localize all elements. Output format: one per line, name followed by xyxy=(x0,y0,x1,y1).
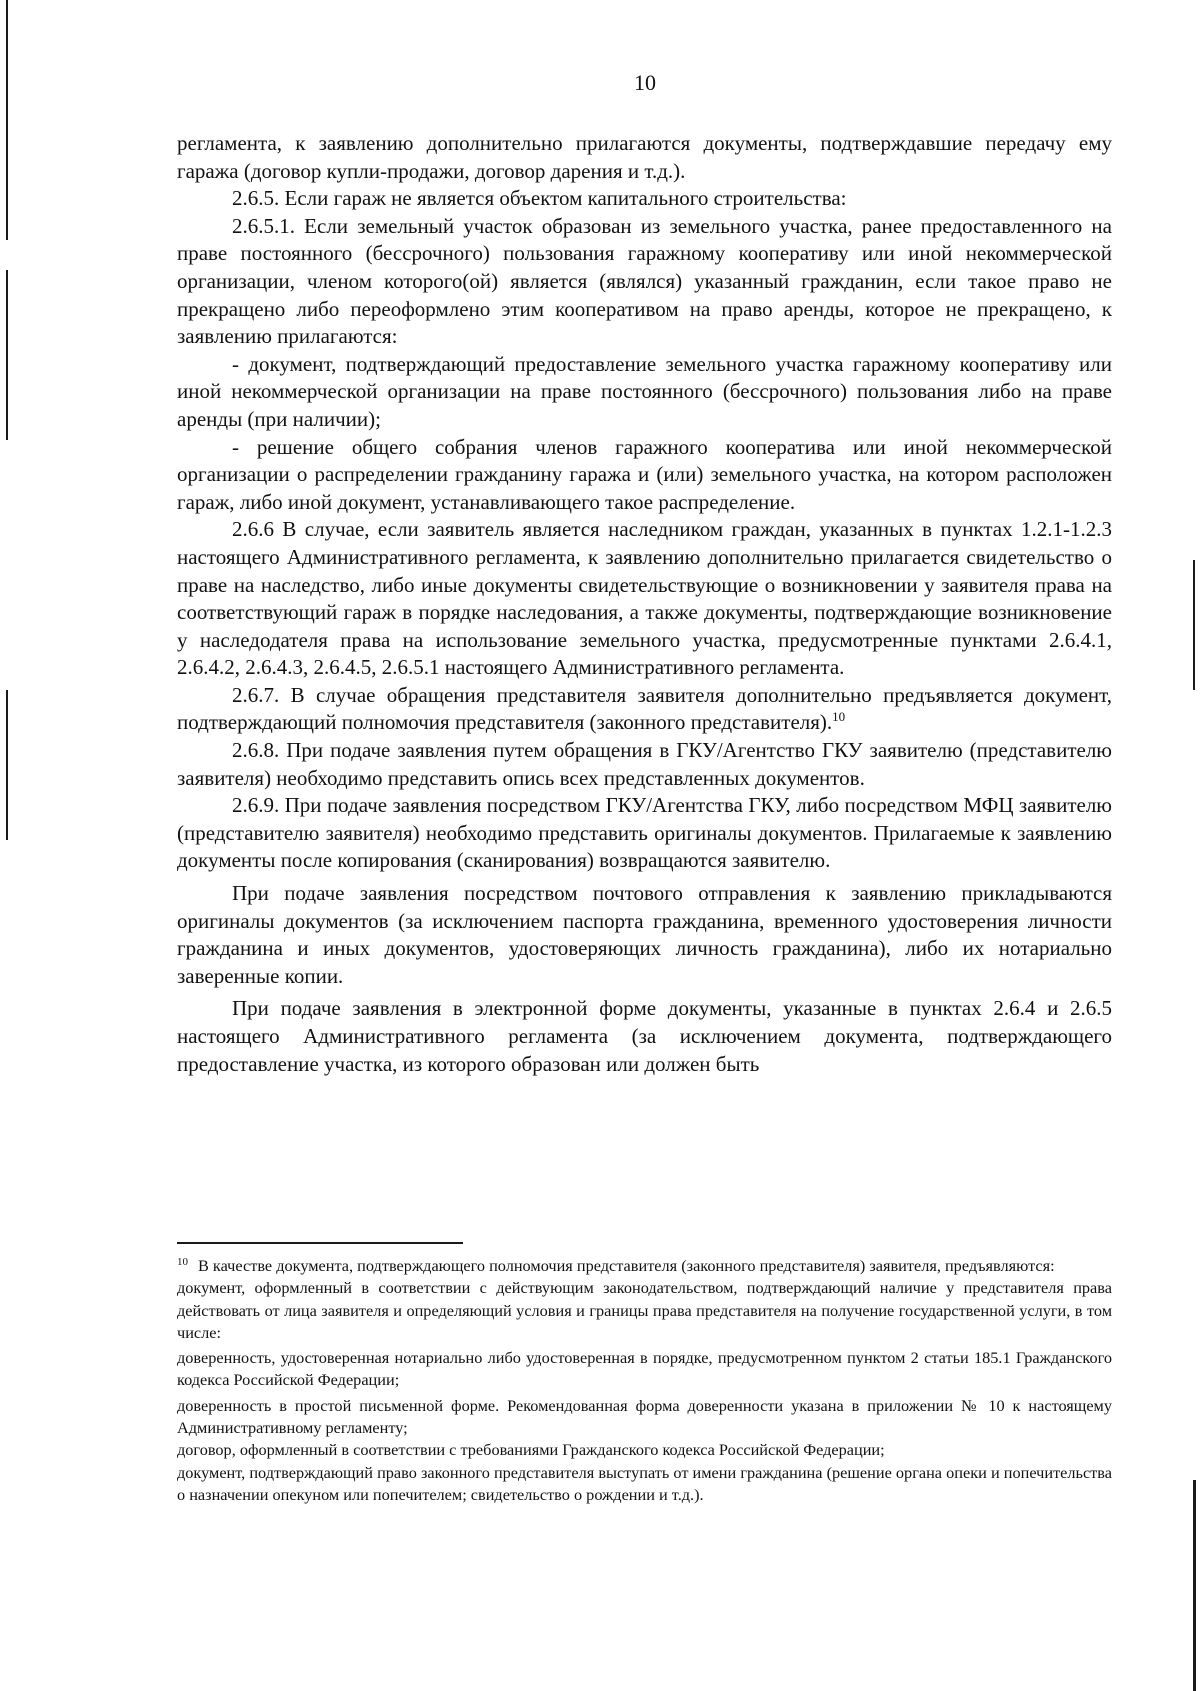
paragraph-2-6-9: 2.6.9. При подаче заявления посредством ГКУ/Агентства ГКУ, либо посредством МФЦ заявителю (представителю заявителя) необходимо представить оригиналы документов. Прилагаемые к заявлению документы после копирования (сканирования) возвращаются заявителю. xyxy=(177,793,1112,873)
footnote-text: В качестве документа, подтверждающего полномочия представителя (законного представителя) заявителя, предъявляются: xyxy=(198,1256,1055,1275)
footnote-item xyxy=(177,1255,1112,1277)
page-number: 10 xyxy=(634,70,656,95)
paragraph-postal: При подаче заявления посредством почтового отправления к заявлению прикладываются оригиналы документов (за исключением паспорта гражданина, временного удостоверения личности гражданина и иных документов, удостоверяющих личность гражданина), либо их нотариально заверенные копии. xyxy=(177,881,1112,988)
scan-edge-left-mid xyxy=(6,270,8,440)
scan-edge-right-low xyxy=(1193,1480,1196,1691)
footnote-separator xyxy=(177,1242,463,1244)
paragraph-2-6-8: 2.6.8. При подаче заявления путем обращения в ГКУ/Агентство ГКУ заявителю (представителю заявителя) необходимо представить опись всех представленных документов. xyxy=(177,738,1112,790)
scan-edge-right-mid xyxy=(1193,560,1195,690)
footnote-item: договор, оформленный в соответствии с требованиями Гражданского кодекса Российской Федерации; xyxy=(177,1440,885,1460)
paragraph-electronic: При подаче заявления в электронной форме документы, указанные в пунктах 2.6.4 и 2.6.5 настоящего Административного регламента (за исключением документа, подтверждающего предоставление участка, из которого образован или должен быть xyxy=(177,996,1112,1076)
paragraph-2-6-5-1: 2.6.5.1. Если земельный участок образован из земельного участка, ранее предоставленного на праве постоянного (бессрочного) пользования гаражному кооперативу или иной некоммерческой организации, членом которого(ой) является (являлся) указанный гражданин, если такое право не прекращено либо переоформлено этим кооперативом на право аренды, которое не прекращено, к заявлению прилагаются: xyxy=(177,213,1112,349)
scan-edge-left-top xyxy=(6,0,8,240)
footnote-reference: 10 xyxy=(832,709,846,725)
footnote-item: документ, оформленный в соответствии с действующим законодательством, подтверждающий наличие у представителя права действовать от лица заявителя и определяющий условия и границы права представителя на получение государственной услуги, в том числе: xyxy=(177,1278,1112,1342)
footnote-item: доверенность, удостоверенная нотариально либо удостоверенная в порядке, предусмотренном пунктом 2 статьи 185.1 Гражданского кодекса Российской Федерации; xyxy=(177,1348,1112,1390)
scan-edge-left-low xyxy=(6,690,8,840)
footnote-mark: 10 xyxy=(177,1255,188,1268)
document-body xyxy=(177,130,1112,1078)
list-item-decision: - решение общего собрания членов гаражного кооператива или иной некоммерческой организации о распределении гражданину гаража и (или) земельного участка, на котором расположен гараж, либо иной документ, устанавливающего такое распределение. xyxy=(177,434,1112,514)
list-item-document: - документ, подтверждающий предоставление земельного участка гаражному кооперативу или иной некоммерческой организации на праве постоянного (бессрочного) пользования либо на праве аренды (при наличии); xyxy=(177,351,1112,431)
paragraph-2-6-7 xyxy=(177,682,1112,737)
footnote-item: доверенность в простой письменной форме. Рекомендованная форма доверенности указана в приложении № 10 к настоящему Административному регламенту; xyxy=(177,1395,1112,1438)
paragraph-2-6-6: 2.6.6 В случае, если заявитель является наследником граждан, указанных в пунктах 1.2.1-1.2.3 настоящего Административного регламента, к заявлению дополнительно прилагается свидетельство о праве на наследство, либо иные документы свидетельствующие о возникновении у заявителя права на соответствующий гараж в порядке наследования, а также документы, подтверждающие возникновение у наследодателя права на использование земельного участка, предусмотренные пунктами 2.6.4.1, 2.6.4.2, 2.6.4.3, 2.6.4.5, 2.6.5.1 настоящего Административного регламента. xyxy=(177,517,1112,680)
paragraph-continuation: регламента, к заявлению дополнительно прилагаются документы, подтверждавшие передачу ему гаража (договор купли-продажи, договор дарения и т.д.). xyxy=(177,131,1112,183)
footnotes xyxy=(177,1255,1112,1506)
footnote-item: документ, подтверждающий право законного представителя выступать от имени гражданина (решение органа опеки и попечительства о назначении опекуном или попечителем; свидетельство о рождении и т.д.). xyxy=(177,1462,1112,1504)
paragraph-2-6-5: 2.6.5. Если гараж не является объектом капитального строительства: xyxy=(232,186,847,211)
paragraph-2-6-7-text: 2.6.7. В случае обращения представителя заявителя дополнительно предъявляется документ, подтверждающий полномочия представителя (законного представителя). xyxy=(177,682,1112,735)
